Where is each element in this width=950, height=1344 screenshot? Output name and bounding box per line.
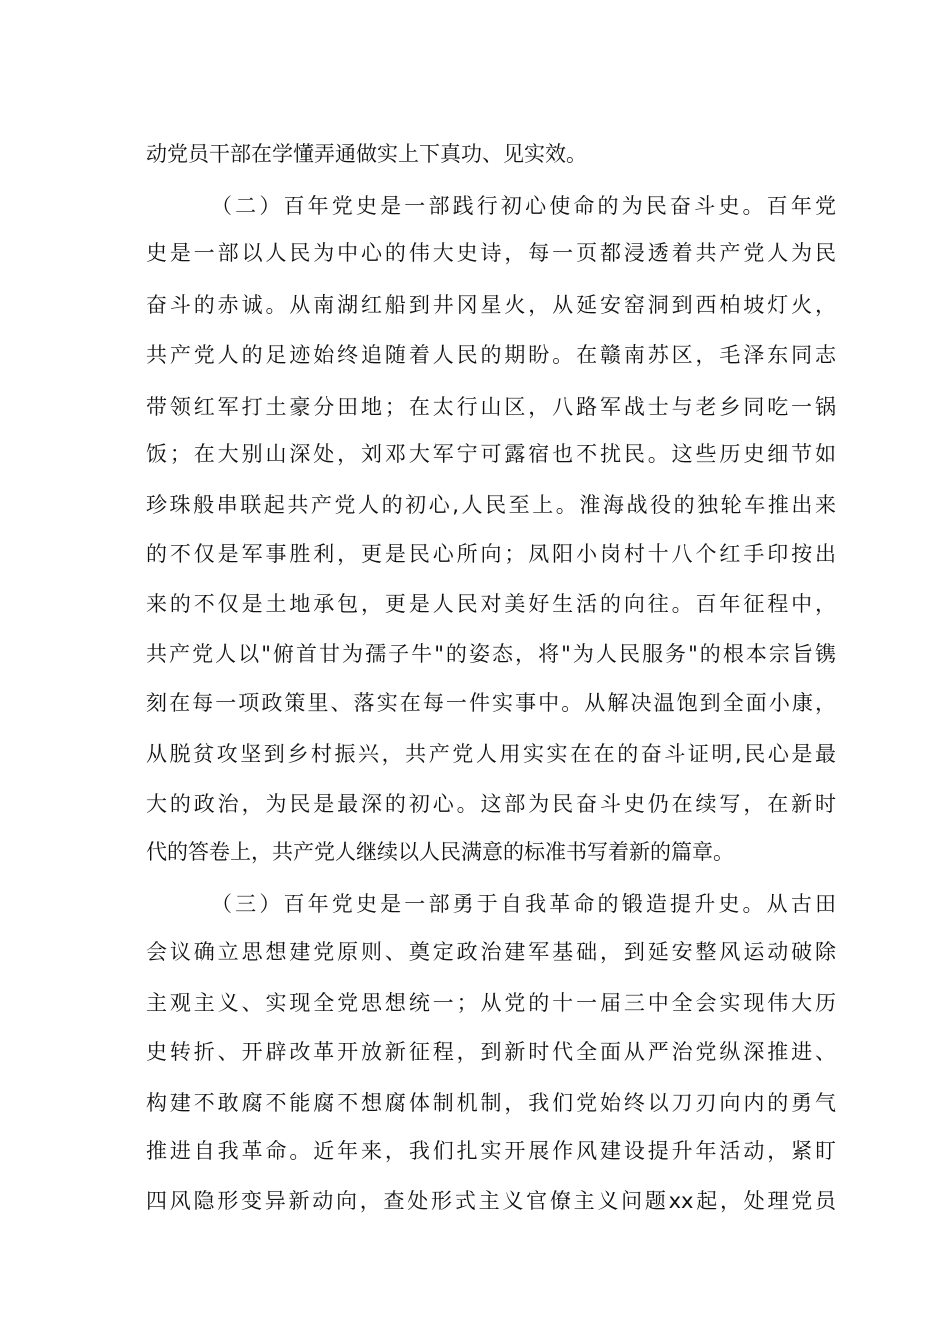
- paragraph-line: 饭；在大别山深处，刘邓大军宁可露宿也不扰民。这些历史细节如: [146, 442, 836, 466]
- paragraph-line: 珍珠般串联起共产党人的初心,人民至上。淮海战役的独轮车推出来: [146, 493, 836, 517]
- paragraph-line: 共产党人的足迹始终追随着人民的期盼。在赣南苏区，毛泽东同志: [146, 343, 836, 367]
- paragraph-line: 史转折、开辟改革开放新征程，到新时代全面从严治党纵深推进、: [146, 1040, 836, 1064]
- section-heading-line: （三）百年党史是一部勇于自我革命的锻造提升史。从古田: [211, 892, 836, 916]
- paragraph-line: 推进自我革命。近年来，我们扎实开展作风建设提升年活动，紧盯: [146, 1139, 836, 1163]
- paragraph-line: 从脱贫攻坚到乡村振兴，共产党人用实实在在的奋斗证明,民心是最: [146, 742, 836, 766]
- paragraph-line: 史是一部以人民为中心的伟大史诗，每一页都浸透着共产党人为民: [146, 241, 836, 265]
- paragraph-line: 共产党人以"俯首甘为孺子牛"的姿态，将"为人民服务"的根本宗旨镌: [146, 642, 836, 666]
- paragraph-line: 代的答卷上，共产党人继续以人民满意的标准书写着新的篇章。: [146, 840, 734, 864]
- paragraph-line: 大的政治，为民是最深的初心。这部为民奋斗史仍在续写，在新时: [146, 792, 836, 816]
- paragraph-line: 主观主义、实现全党思想统一；从党的十一届三中全会实现伟大历: [146, 991, 836, 1015]
- paragraph-line: 刻在每一项政策里、落实在每一件实事中。从解决温饱到全面小康，: [146, 691, 836, 715]
- paragraph-line: 来的不仅是土地承包，更是人民对美好生活的向往。百年征程中，: [146, 592, 836, 616]
- paragraph-line: 动党员干部在学懂弄通做实上下真功、见实效。: [146, 142, 587, 166]
- paragraph-line: 四风隐形变异新动向，查处形式主义官僚主义问题xx起，处理党员: [146, 1189, 836, 1213]
- paragraph-line: 奋斗的赤诚。从南湖红船到井冈星火，从延安窑洞到西柏坡灯火，: [146, 293, 836, 317]
- paragraph-line: 的不仅是军事胜利，更是民心所向；凤阳小岗村十八个红手印按出: [146, 542, 836, 566]
- paragraph-line: 带领红军打土豪分田地；在太行山区，八路军战士与老乡同吃一锅: [146, 395, 836, 419]
- section-heading-line: （二）百年党史是一部践行初心使命的为民奋斗史。百年党: [211, 194, 836, 218]
- paragraph-line: 构建不敢腐不能腐不想腐体制机制，我们党始终以刀刃向内的勇气: [146, 1091, 836, 1115]
- paragraph-line: 会议确立思想建党原则、奠定政治建军基础，到延安整风运动破除: [146, 940, 836, 964]
